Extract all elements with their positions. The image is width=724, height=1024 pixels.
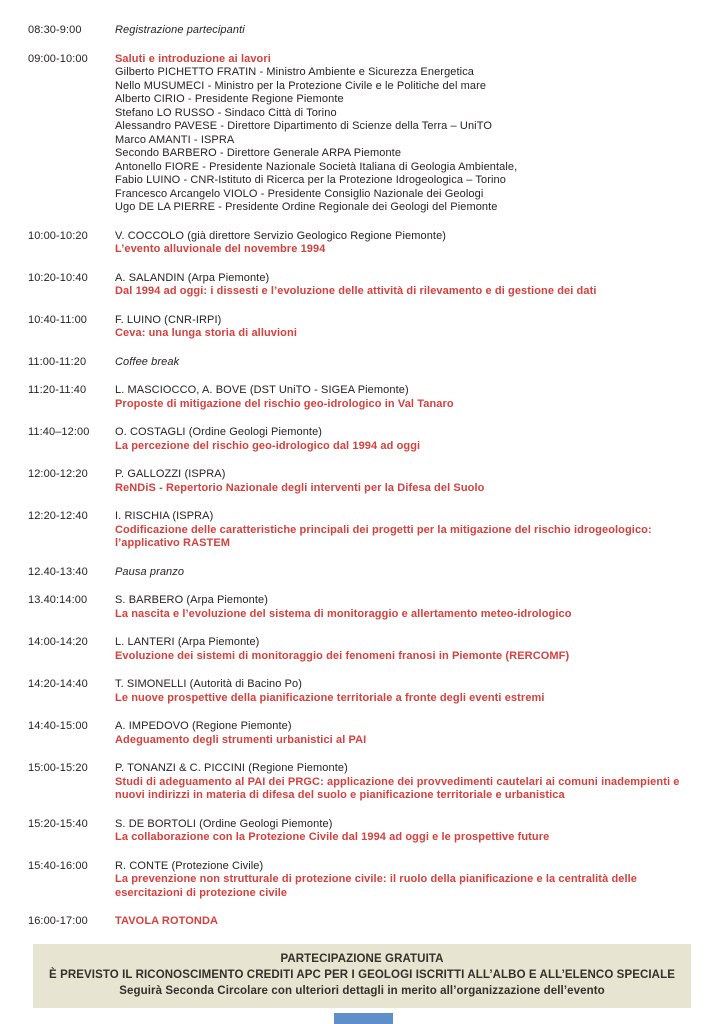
session-content: [115, 53, 694, 215]
schedule-row: [28, 720, 694, 747]
footer-circular-notice: Seguirà Seconda Circolare con ulteriori dettagli in merito all’organizzazione dell’evento: [119, 984, 605, 997]
schedule-row: [28, 762, 694, 803]
session-line: T. SIMONELLI (Autorità di Bacino Po): [115, 678, 303, 690]
time-slot: 12:00-12:20: [28, 468, 88, 480]
bottom-logo-fragment: [334, 1013, 393, 1024]
session-content: [115, 566, 694, 580]
schedule-row: [28, 818, 694, 845]
session-content: [115, 468, 694, 495]
time-slot: 12.40-13:40: [28, 565, 88, 578]
session-line: Registrazione partecipanti: [115, 24, 245, 36]
session-line: S. BARBERO (Arpa Piemonte): [115, 594, 268, 606]
schedule-row: [28, 915, 694, 929]
session-content: [115, 860, 694, 901]
session-content: [115, 314, 694, 341]
footer-credits-notice: È PREVISTO IL RICONOSCIMENTO CREDITI APC PER I GEOLOGI ISCRITTI ALL’ALBO E ALL’ELENCO SPECIALE: [49, 968, 675, 981]
schedule-row: [28, 356, 694, 370]
session-line: L. LANTERI (Arpa Piemonte): [115, 636, 260, 648]
session-line: Alberto CIRIO - Presidente Regione Piemonte: [115, 93, 344, 105]
session-title: Le nuove prospettive della pianificazione territoriale a fronte degli eventi estremi: [115, 691, 545, 704]
time-slot: 15:40-16:00: [28, 859, 88, 872]
session-line: Alessandro PAVESE - Direttore Dipartimento di Scienze della Terra – UniTO: [115, 120, 492, 132]
session-line: Gilberto PICHETTO FRATIN - Ministro Ambiente e Sicurezza Energetica: [115, 66, 475, 78]
session-title: Proposte di mitigazione del rischio geo-idrologico in Val Tanaro: [115, 397, 454, 410]
session-line: P. TONANZI & C. PICCINI (Regione Piemonte): [115, 762, 348, 774]
session-content: [115, 636, 694, 663]
session-line: Coffee break: [115, 355, 180, 368]
schedule-row: [28, 272, 694, 299]
session-title: La percezione del rischio geo-idrologico dal 1994 ad oggi: [115, 439, 421, 452]
time-slot: 10:40-11:00: [28, 313, 88, 326]
session-title: La collaborazione con la Protezione Civile dal 1994 ad oggi e le prospettive future: [115, 831, 550, 843]
session-content: [115, 818, 694, 845]
session-content: [115, 594, 694, 621]
session-line: I. RISCHIA (ISPRA): [115, 510, 214, 522]
session-line: Antonello FIORE - Presidente Nazionale Società Italiana di Geologia Ambientale,: [115, 160, 518, 173]
session-line: Pausa pranzo: [115, 565, 185, 578]
time-slot: 10:20-10:40: [28, 271, 88, 284]
session-line: Nello MUSUMECI - Ministro per la Protezione Civile e le Politiche del mare: [115, 79, 487, 92]
session-title: ReNDiS - Repertorio Nazionale degli interventi per la Difesa del Suolo: [115, 481, 485, 494]
schedule-row: [28, 860, 694, 901]
time-slot: 14:40-15:00: [28, 720, 88, 732]
session-line: Stefano LO RUSSO - Sindaco Città di Torino: [115, 106, 337, 119]
session-content: [115, 384, 694, 411]
session-line: F. LUINO (CNR-IRPI): [115, 313, 222, 326]
session-line: Marco AMANTI - ISPRA: [115, 133, 235, 146]
session-content: [115, 915, 694, 929]
session-line: A. IMPEDOVO (Regione Piemonte): [115, 720, 292, 732]
time-slot: 11:00-11:20: [28, 355, 87, 368]
schedule-row: [28, 678, 694, 705]
session-title: Studi di adeguamento al PAI dei PRGC: applicazione dei provvedimenti cautelari ai comuni inadempienti e nuovi indirizzi in materia di difesa del suolo e pianificazione territoriale e urbanistica: [115, 775, 680, 801]
session-content: [115, 762, 694, 803]
time-slot: 15:00-15:20: [28, 762, 88, 774]
session-line: Francesco Arcangelo VIOLO - Presidente Consiglio Nazionale dei Geologi: [115, 187, 484, 200]
session-title: L’evento alluvionale del novembre 1994: [115, 243, 326, 255]
time-slot: 11:40–12:00: [28, 426, 90, 438]
schedule-row: [28, 468, 694, 495]
session-title: Evoluzione dei sistemi di monitoraggio dei fenomeni franosi in Piemonte (RERCOMF): [115, 649, 570, 662]
time-slot: 13.40:14:00: [28, 594, 88, 606]
schedule-row: [28, 53, 694, 215]
session-content: [115, 356, 694, 370]
session-content: [115, 678, 694, 705]
time-slot: 10:00-10:20: [28, 229, 88, 242]
session-content: [115, 272, 694, 299]
time-slot: 16:00-17:00: [28, 915, 88, 927]
session-content: [115, 230, 694, 257]
footer-notice: [33, 944, 691, 1008]
session-content: [115, 720, 694, 747]
session-line: A. SALANDIN (Arpa Piemonte): [115, 271, 270, 284]
session-title: Dal 1994 ad oggi: i dissesti e l’evoluzione delle attività di rilevamento e di gestione dei dati: [115, 285, 597, 297]
schedule-row: [28, 230, 694, 257]
session-line: P. GALLOZZI (ISPRA): [115, 468, 226, 480]
session-content: [115, 426, 694, 453]
session-line: Secondo BARBERO - Direttore Generale ARPA Piemonte: [115, 147, 402, 159]
session-title: Codificazione delle caratteristiche principali dei progetti per la mitigazione del rischio idrogeologico: l’applicativo RASTEM: [115, 523, 652, 549]
session-line: R. CONTE (Protezione Civile): [115, 859, 264, 872]
session-title: Adeguamento degli strumenti urbanistici al PAI: [115, 733, 367, 746]
session-line: L. MASCIOCCO, A. BOVE (DST UniTO - SIGEA Piemonte): [115, 384, 409, 396]
time-slot: 08:30-9:00: [28, 24, 82, 36]
session-title: Saluti e introduzione ai lavori: [115, 52, 271, 65]
session-line: S. DE BORTOLI (Ordine Geologi Piemonte): [115, 817, 333, 830]
footer-free-participation: PARTECIPAZIONE GRATUITA: [280, 952, 444, 965]
session-title: La nascita e l’evoluzione del sistema di monitoraggio e allertamento meteo-idrologico: [115, 607, 572, 620]
schedule-row: [28, 594, 694, 621]
session-title: Ceva: una lunga storia di alluvioni: [115, 327, 297, 339]
schedule-row: [28, 24, 694, 38]
session-title: La prevenzione non strutturale di protezione civile: il ruolo della pianificazione e la centralità delle esercitazioni di protezione civile: [115, 873, 638, 899]
session-line: Ugo DE LA PIERRE - Presidente Ordine Regionale dei Geologi del Piemonte: [115, 201, 498, 213]
schedule-row: [28, 510, 694, 551]
time-slot: 12:20-12:40: [28, 510, 88, 522]
schedule-row: [28, 314, 694, 341]
session-line: V. COCCOLO (già direttore Servizio Geologico Regione Piemonte): [115, 229, 447, 242]
schedule-row: [28, 566, 694, 580]
time-slot: 15:20-15:40: [28, 817, 88, 830]
schedule-row: [28, 384, 694, 411]
session-content: [115, 24, 694, 38]
time-slot: 14:00-14:20: [28, 636, 88, 648]
schedule-row: [28, 426, 694, 453]
session-title: TAVOLA ROTONDA: [115, 915, 219, 927]
time-slot: 09:00-10:00: [28, 52, 88, 65]
session-line: O. COSTAGLI (Ordine Geologi Piemonte): [115, 426, 323, 438]
session-line: Fabio LUINO - CNR-Istituto di Ricerca per la Protezione Idrogeologica – Torino: [115, 174, 506, 186]
time-slot: 11:20-11:40: [28, 384, 87, 396]
time-slot: 14:20-14:40: [28, 678, 88, 690]
schedule-row: [28, 636, 694, 663]
session-content: [115, 510, 694, 551]
